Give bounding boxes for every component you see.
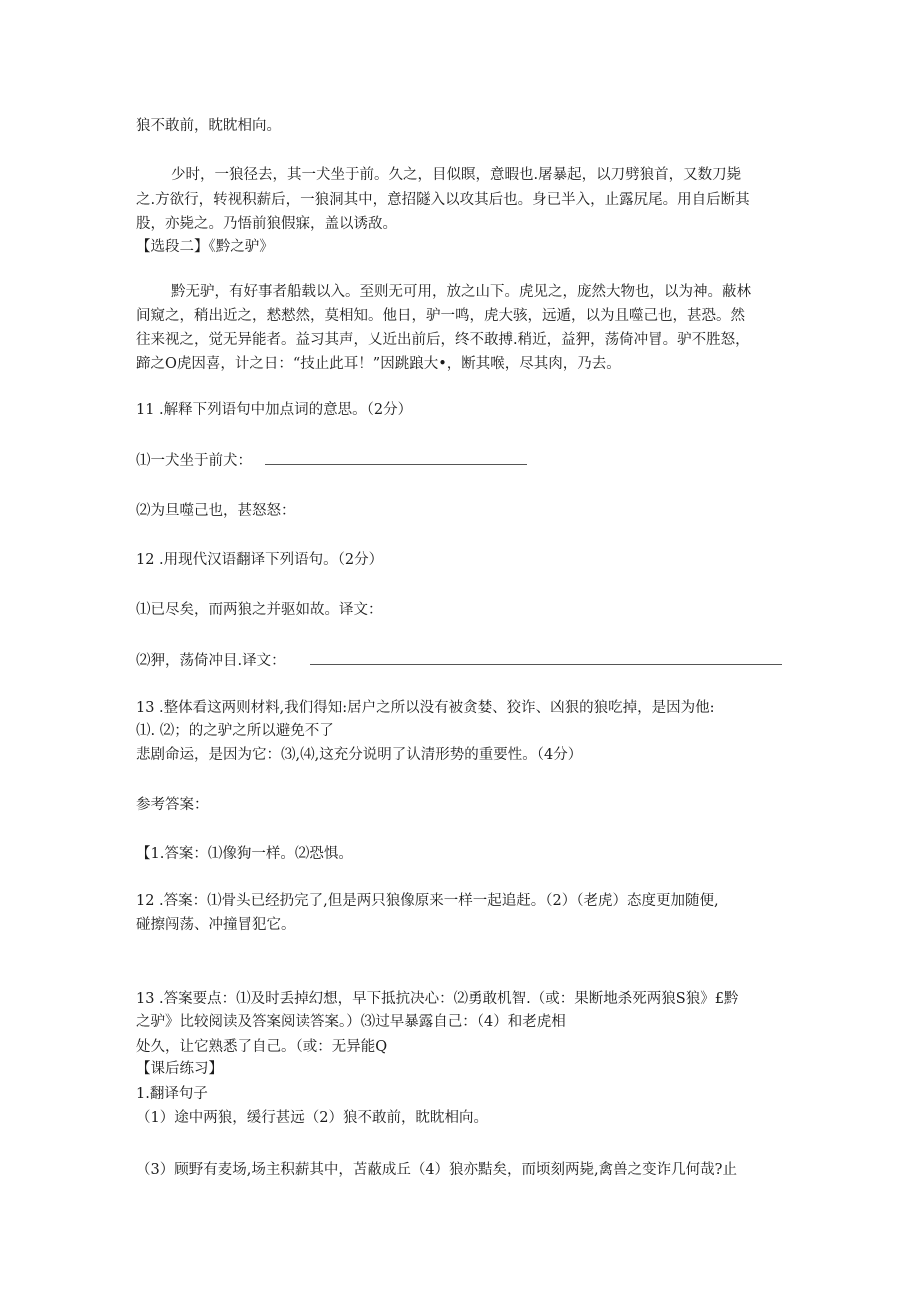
answers-heading: 参考答案：	[136, 797, 209, 813]
text-line: 悲剧命运，是因为它：⑶,⑷,这充分说明了认清形势的重要性。（4分）	[136, 747, 583, 763]
question-12-item-2	[136, 650, 782, 671]
question-11-item-1	[136, 450, 527, 471]
question-11-item-2: ⑵为旦噬己也，甚怒怒：	[136, 503, 296, 519]
exercise-line: （3）顾野有麦场,场主积薪其中，苫蔽成丘（4）狼亦黠矣，而顷刻两毙,禽兽之变诈几何哉?止	[136, 1162, 737, 1178]
question-13: 13 .整体看这两则材料,我们得知:居户之所以没有被贪婪、狡诈、凶狠的狼吃掉，是因为他:	[136, 700, 715, 716]
text-line: 间窥之，稍出近之，慭慭然，莫相知。他日，驴一鸣，虎大骇，远遁，以为且噬己也，甚恐。然	[136, 308, 745, 324]
text-line: 股，亦毙之。乃悟前狼假寐，盖以诱敌。	[136, 216, 397, 232]
text-line: ⑴. ⑵；的之驴之所以避免不了	[136, 723, 334, 739]
answer-12: 12 .答案：⑴骨头已经扔完了,但是两只狼像原来一样一起追赶。（2）（老虎）态度更加随便,	[136, 893, 719, 909]
text-line: 处久，让它熟悉了自己。（或：无异能Q	[136, 1039, 388, 1055]
text-line: 狼不敢前，眈眈相向。	[136, 118, 281, 134]
text-line: 黔无驴，有好事者船载以入。至则无可用，放之山下。虎见之，庞然大物也，以为神。蔽林	[171, 284, 751, 300]
text-line: 往来视之，觉无异能者。益习其声，乂近出前后，终不敢搏.稍近，益狎，荡倚冲冒。驴不胜怒，	[136, 332, 750, 348]
section-heading: 【选段二】《黔之驴》	[136, 239, 274, 255]
question-12: 12 .用现代汉语翻译下列语句。（2分）	[136, 552, 384, 568]
question-11: 11 .解释下列语句中加点词的意思。（2分）	[136, 402, 413, 418]
exercise-line: （1）途中两狼，缓行甚远（2）狼不敢前，眈眈相向。	[136, 1110, 488, 1126]
item-text: ⑴一犬坐于前犬：	[136, 453, 252, 469]
text-line: 之.方欲行，转视积薪后，一狼洞其中，意招隧入以攻其后也。身已半入，止露尻尾。用自后断其	[136, 192, 750, 208]
answer-13: 13 .答案要点：⑴及时丢掉幻想，早下抵抗决心：⑵勇敢机智.（或：果断地杀死两狼S狼》£黔	[136, 991, 739, 1007]
text-line: 之驴》比较阅读及答案阅读答案。）⑶过早暴露自己：（4）和老虎相	[136, 1014, 566, 1030]
text-line: 碰擦闯荡、冲撞冒犯它。	[136, 917, 296, 933]
text-line: 少时，一狼径去，其一犬坐于前。久之，目似瞑，意暇也.屠暴起，以刀劈狼首，又数刀毙	[171, 167, 742, 183]
text-line: 蹄之O虎因喜，计之日：“技止此耳！”因跳踉大•，断其喉，尽其肉，乃去。	[136, 356, 621, 372]
item-text: ⑵狎，荡倚冲目.译文：	[136, 653, 286, 669]
exercise-heading: 1.翻译句子	[136, 1086, 208, 1102]
answer-11: 【1.答案：⑴像狗一样。⑵恐惧。	[136, 846, 353, 862]
question-12-item-1: ⑴已尽矣，而两狼之并驱如故。译文：	[136, 602, 383, 618]
section-heading: 【课后练习】	[136, 1061, 223, 1077]
answer-blank	[265, 450, 527, 465]
answer-blank	[310, 650, 782, 665]
